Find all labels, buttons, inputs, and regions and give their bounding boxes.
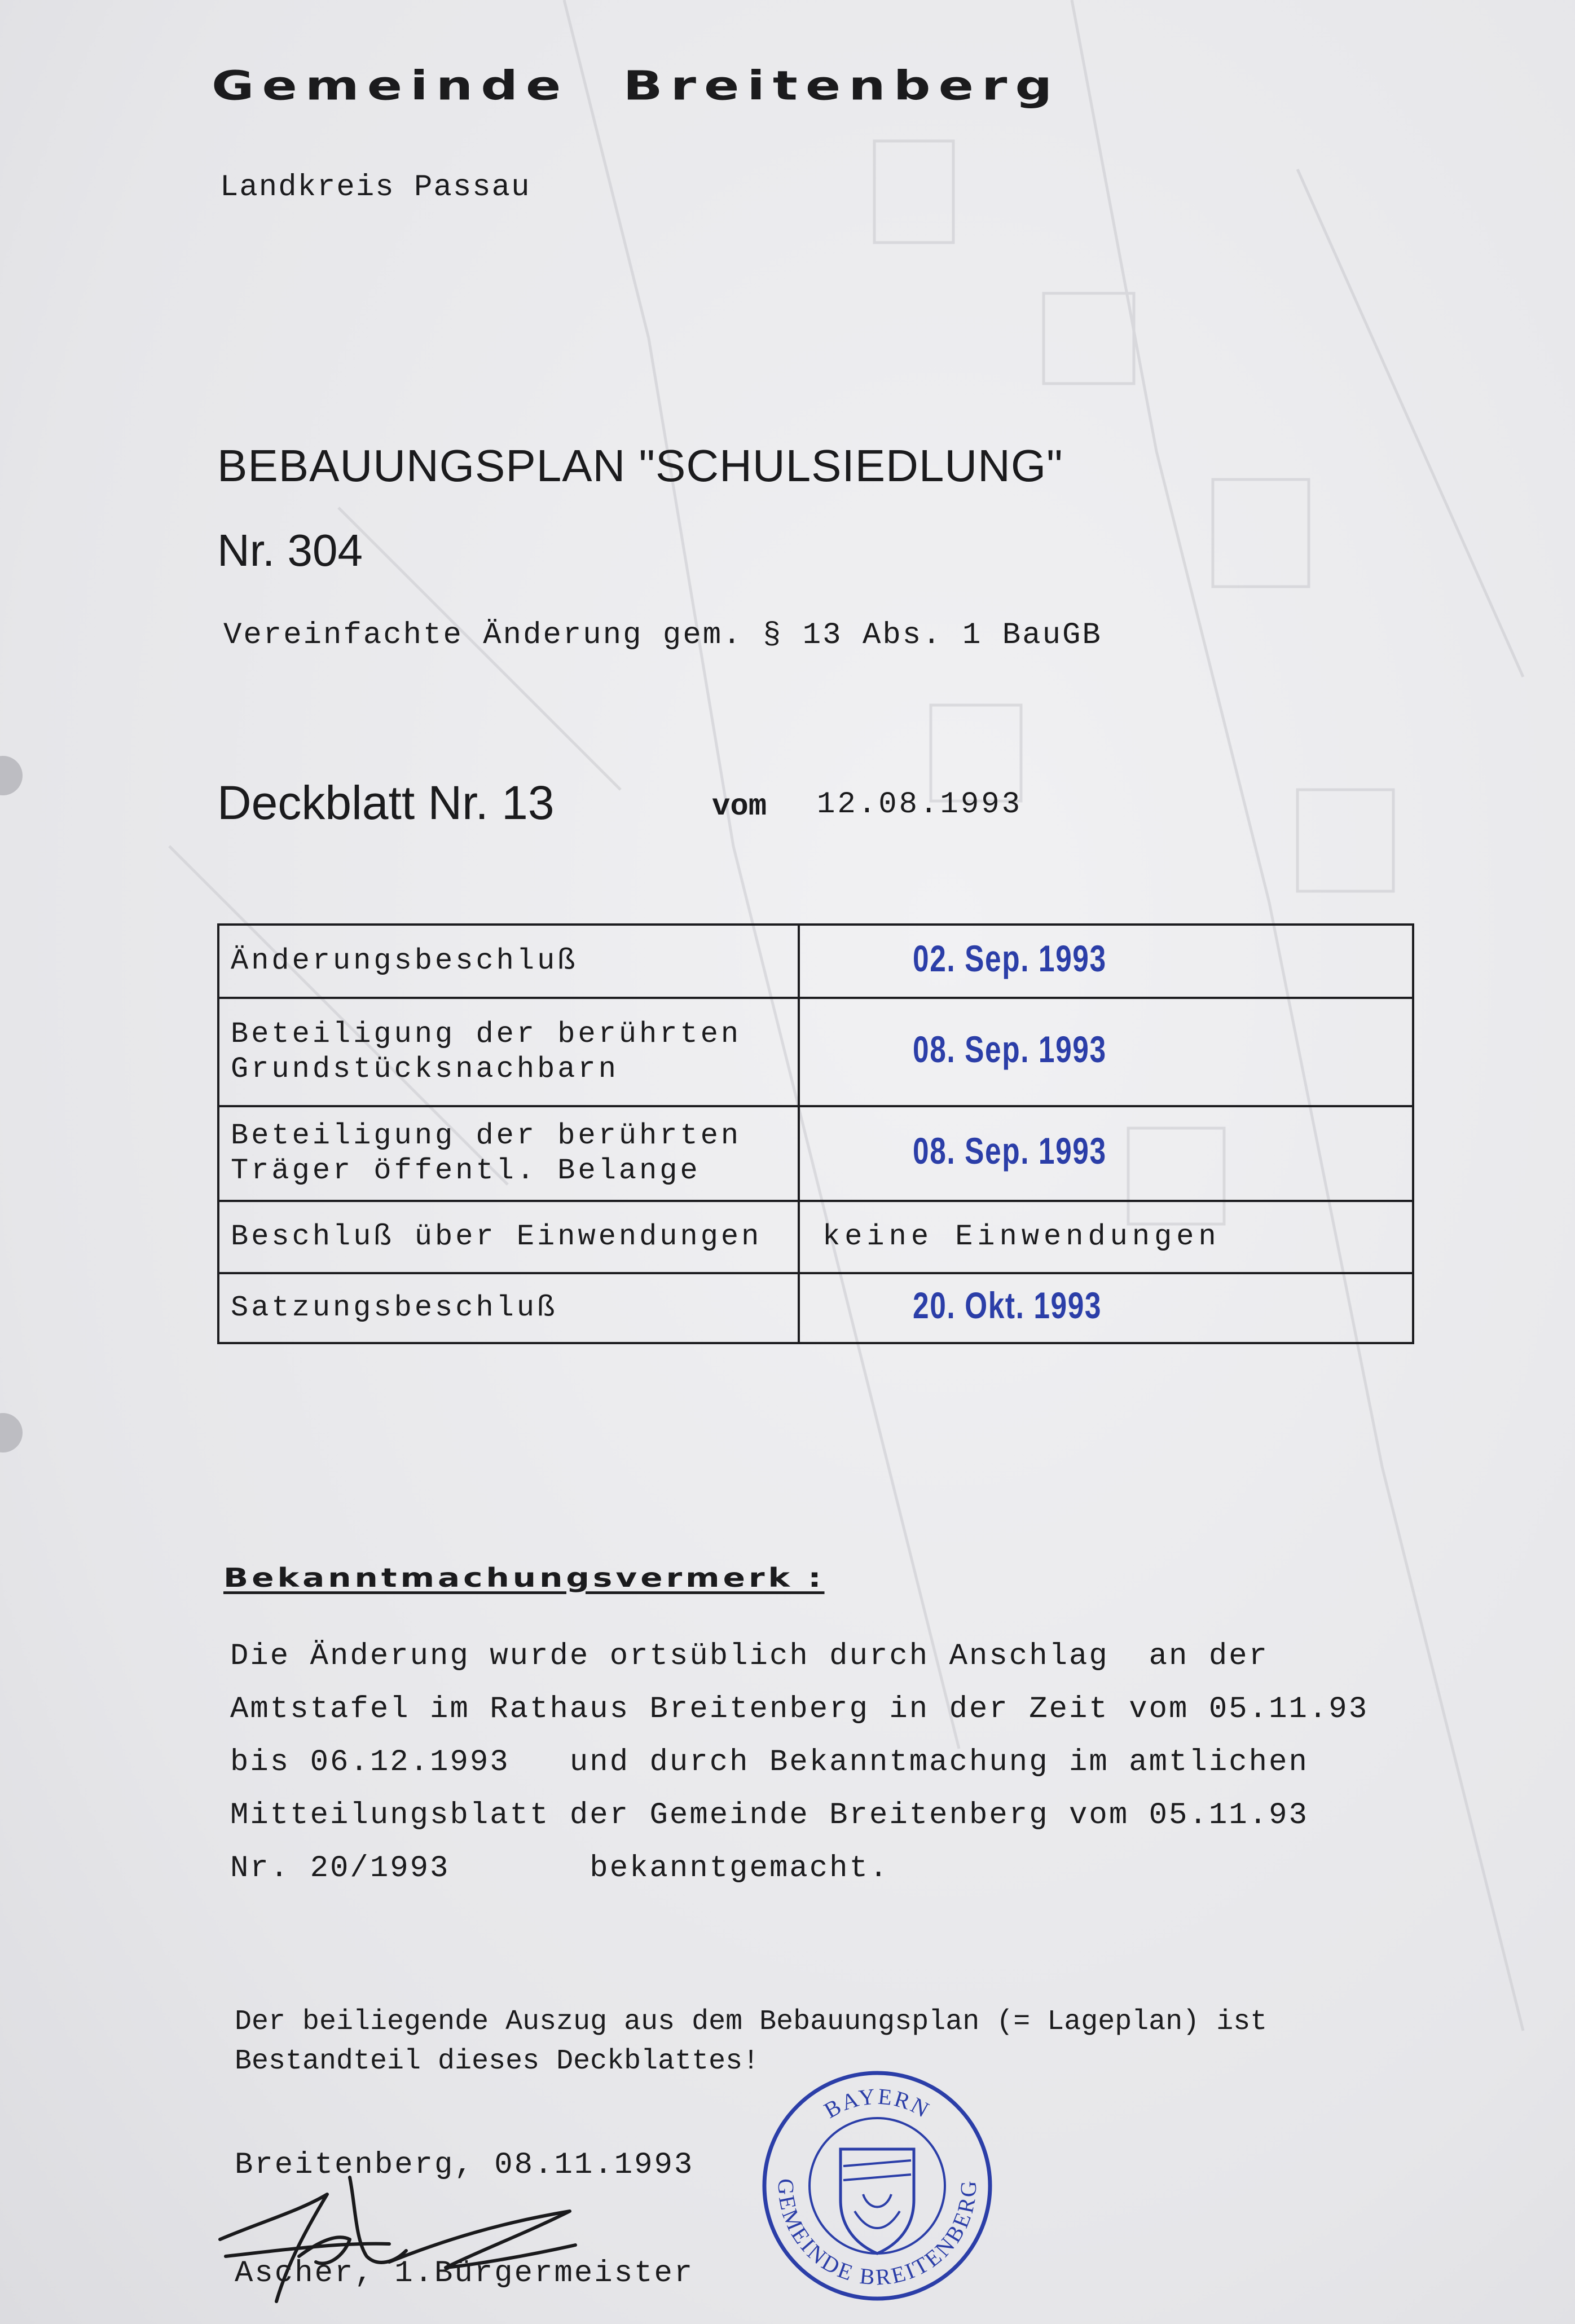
table-row [218, 998, 1413, 1106]
step-label-line: Satzungsbeschluß [231, 1291, 558, 1324]
date-stamp: 20. Okt. 1993 [913, 1284, 1102, 1326]
step-value [799, 1106, 1413, 1201]
attachment-note [235, 2002, 1267, 2081]
municipal-seal [756, 2065, 998, 2307]
district-name: Landkreis Passau [220, 170, 531, 205]
step-label [218, 925, 799, 998]
table-row [218, 1106, 1413, 1201]
step-label-line: Grundstücksnachbarn [231, 1053, 619, 1086]
punch-hole-bottom [0, 1413, 23, 1452]
announcement-line: Mitteilungsblatt der Gemeinde Breitenberg vom 05.11.93 [230, 1798, 1309, 1833]
step-label-line: Änderungsbeschluß [231, 944, 578, 978]
plan-subtitle: Vereinfachte Änderung gem. § 13 Abs. 1 BauGB [223, 618, 1102, 653]
date-stamp: 08. Sep. 1993 [913, 1130, 1107, 1172]
step-label [218, 1201, 799, 1273]
announcement-text [230, 1630, 1471, 1895]
announcement-line: Die Änderung wurde ortsüblich durch Anschlag an der [230, 1639, 1269, 1674]
step-label-line: Beteiligung der berührten [231, 1119, 742, 1152]
cover-sheet-date-prefix: vom [712, 790, 767, 824]
table-row [218, 1273, 1413, 1343]
step-label-line: Beteiligung der berührten [231, 1018, 742, 1051]
plan-title: BEBAUUNGSPLAN "SCHULSIEDLUNG" [217, 441, 1063, 491]
seal-top-text: BAYERN [820, 2083, 935, 2123]
announcement-line: Nr. 20/1993 bekanntgemacht. [230, 1851, 890, 1886]
step-label-line: Träger öffentl. Belange [231, 1154, 701, 1187]
cover-sheet-number: Deckblatt Nr. 13 [217, 776, 555, 829]
step-value [799, 998, 1413, 1106]
handwritten-signature [209, 2172, 604, 2313]
seal-ring-text: GEMEINDE BREITENBERG [773, 2178, 982, 2290]
step-value [799, 1201, 1413, 1273]
step-value [799, 1273, 1413, 1343]
municipality-title: Gemeinde Breitenberg [212, 62, 1061, 109]
step-label [218, 1106, 799, 1201]
step-label-line: Beschluß über Einwendungen [231, 1220, 762, 1253]
signer-name: Ascher, 1.Bürgermeister [235, 2256, 694, 2291]
note-line: Der beiliegende Auszug aus dem Bebauungsplan (= Lageplan) ist [235, 2006, 1268, 2038]
date-stamp: 02. Sep. 1993 [913, 937, 1107, 979]
objections-value: keine Einwendungen [822, 1220, 1221, 1253]
step-label [218, 998, 799, 1106]
table-row [218, 1201, 1413, 1273]
note-line: Bestandteil dieses Deckblattes! [235, 2045, 760, 2077]
announcement-line: Amtstafel im Rathaus Breitenberg in der Zeit vom 05.11.93 [230, 1692, 1369, 1727]
announcement-line: bis 06.12.1993 und durch Bekanntmachung im amtlichen [230, 1745, 1309, 1780]
punch-hole-top [0, 756, 23, 795]
table-row [218, 925, 1413, 998]
announcement-heading: Bekanntmachungsvermerk : [223, 1562, 825, 1594]
plan-number: Nr. 304 [217, 525, 363, 575]
place-and-date: Breitenberg, 08.11.1993 [235, 2148, 694, 2182]
date-stamp: 08. Sep. 1993 [913, 1028, 1107, 1070]
step-label [218, 1273, 799, 1343]
procedure-table [217, 923, 1414, 1344]
step-value [799, 925, 1413, 998]
cover-sheet-date: 12.08.1993 [817, 787, 1023, 822]
